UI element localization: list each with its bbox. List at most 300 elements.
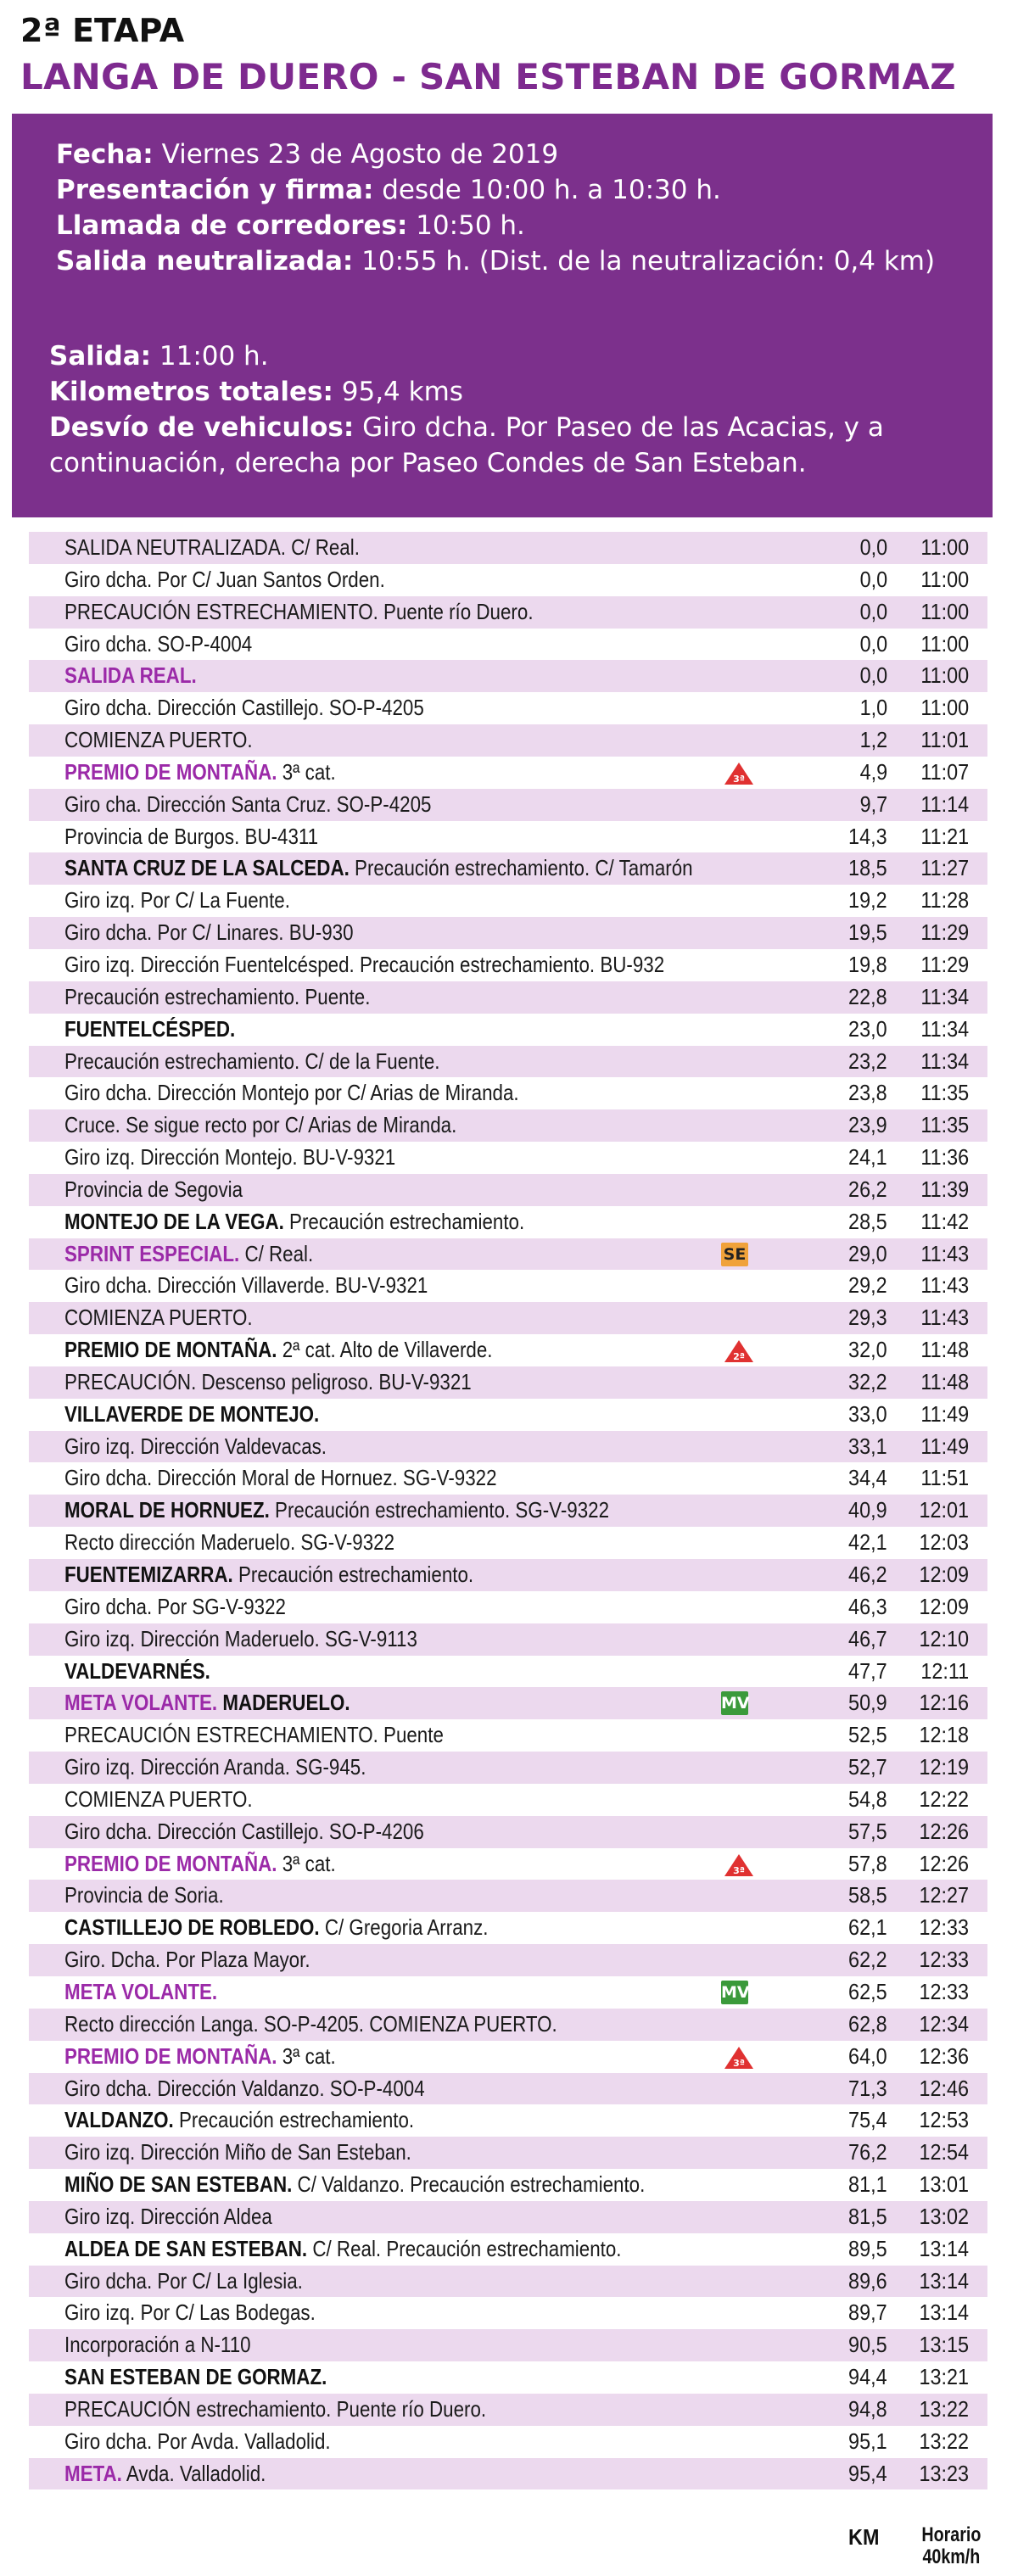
route-time: 12:11 (920, 1657, 969, 1684)
route-km: 76,2 (848, 2139, 887, 2165)
route-description (64, 1559, 473, 1591)
route-text: Provincia de Burgos. BU-4311 (64, 823, 319, 849)
mountain-category-icon (723, 2045, 752, 2069)
route-time: 13:14 (919, 2235, 969, 2261)
route-km: 29,2 (848, 1272, 887, 1299)
route-text: Precaución estrechamiento. C/ Tamarón (349, 855, 693, 881)
route-km: 95,4 (848, 2460, 887, 2486)
route-time: 12:10 (919, 1625, 969, 1651)
route-row (29, 660, 987, 692)
table-footer (29, 2517, 987, 2573)
route-row (29, 1880, 987, 1912)
route-row (29, 1912, 987, 1944)
route-time: 12:54 (919, 2139, 969, 2165)
route-time: 11:48 (920, 1337, 969, 1363)
route-description (64, 757, 336, 789)
route-km: 46,3 (848, 1593, 887, 1619)
route-time: 12:09 (919, 1593, 969, 1619)
route-text: Precaución estrechamiento. Puente. (64, 983, 371, 1009)
route-highlight: ALDEA DE SAN ESTEBAN. (64, 2235, 308, 2261)
route-time: 12:09 (919, 1562, 969, 1587)
route-description (64, 1880, 224, 1912)
route-description (64, 660, 197, 692)
route-km: 9,7 (859, 791, 887, 817)
route-time: 12:26 (919, 1850, 969, 1876)
route-time: 13:02 (919, 2203, 969, 2229)
stage-number: 2ª ETAPA (20, 12, 185, 49)
route-row (29, 2361, 987, 2394)
route-row (29, 2233, 987, 2266)
route-text: 3ª cat. (277, 2042, 336, 2069)
route-text: PRECAUCIÓN ESTRECHAMIENTO. Puente río Duero. (64, 598, 534, 624)
route-km: 90,5 (848, 2332, 887, 2358)
route-km: 4,9 (859, 758, 887, 785)
route-description (64, 1752, 366, 1784)
route-text: Giro izq. Por C/ Las Bodegas. (64, 2299, 316, 2326)
route-description (64, 2458, 266, 2490)
route-row (29, 629, 987, 661)
route-description (64, 1431, 327, 1463)
route-row (29, 821, 987, 853)
route-description (64, 1238, 313, 1271)
route-time: 11:07 (920, 758, 969, 785)
route-description (64, 532, 360, 564)
route-km: 0,0 (859, 598, 887, 624)
route-highlight: FUENTELCÉSPED. (64, 1015, 236, 1042)
route-km: 28,5 (848, 1208, 887, 1234)
route-time: 11:39 (920, 1176, 969, 1202)
route-time: 11:14 (920, 791, 969, 817)
route-description (64, 2169, 645, 2201)
route-description (64, 852, 693, 885)
route-time: 11:36 (920, 1144, 969, 1171)
route-time: 11:00 (920, 662, 969, 689)
route-description (64, 1784, 253, 1816)
route-time: 12:36 (919, 2042, 969, 2069)
route-text: Giro izq. Dirección Aldea (64, 2203, 272, 2229)
route-time: 11:48 (920, 1368, 969, 1394)
route-time: 11:27 (920, 855, 969, 881)
route-km: 46,2 (848, 1562, 887, 1587)
mountain-category-icon (723, 1338, 752, 1362)
route-row (29, 2266, 987, 2298)
route-time: 11:29 (920, 951, 969, 977)
route-text: 3ª cat. (277, 1850, 336, 1876)
route-highlight: META VOLANTE. (64, 1978, 218, 2004)
route-row (29, 1816, 987, 1848)
route-text: Precaución estrechamiento. C/ de la Fuente. (64, 1048, 440, 1074)
route-km: 23,0 (848, 1015, 887, 1042)
route-text: PRECAUCIÓN estrechamiento. Puente río Duero. (64, 2395, 487, 2422)
route-time: 11:51 (920, 1465, 969, 1491)
route-text: Giro cha. Dirección Santa Cruz. SO-P-4205 (64, 791, 432, 817)
route-description (64, 1719, 444, 1752)
route-description (64, 1014, 235, 1046)
route-row (29, 757, 987, 789)
route-row (29, 1687, 987, 1719)
route-row (29, 596, 987, 629)
route-km: 26,2 (848, 1176, 887, 1202)
route-km: 89,6 (848, 2267, 887, 2294)
route-row (29, 917, 987, 949)
route-text: Precaución estrechamiento. SG-V-9322 (269, 1497, 610, 1523)
route-time: 11:34 (920, 1015, 969, 1042)
mountain-category-label: 3ª (733, 1864, 745, 1876)
route-description (64, 981, 370, 1014)
route-row (29, 1014, 987, 1046)
route-highlight: META. (64, 2460, 122, 2486)
route-time: 13:14 (919, 2267, 969, 2294)
route-description (64, 724, 253, 757)
route-text: Giro dcha. Dirección Villaverde. BU-V-9321 (64, 1272, 428, 1299)
route-row (29, 1623, 987, 1656)
route-description (64, 629, 252, 661)
route-text: COMIENZA PUERTO. (64, 727, 253, 753)
route-time: 12:46 (919, 2075, 969, 2101)
route-description (64, 1270, 428, 1302)
route-time: 11:34 (920, 1048, 969, 1074)
route-time: 11:35 (920, 1080, 969, 1106)
route-highlight: MORAL DE HORNUEZ. (64, 1497, 270, 1523)
route-row (29, 2137, 987, 2169)
route-description (64, 821, 318, 853)
route-time: 12:27 (919, 1882, 969, 1908)
route-row (29, 1462, 987, 1495)
route-time: 12:34 (919, 2010, 969, 2037)
route-description (64, 1976, 217, 2009)
km-column-label: KM (847, 2524, 879, 2550)
route-km: 42,1 (848, 1529, 887, 1556)
route-km: 46,7 (848, 1625, 887, 1651)
route-description (64, 2041, 336, 2073)
route-km: 58,5 (848, 1882, 887, 1908)
route-time: 11:43 (920, 1305, 969, 1331)
route-description (64, 692, 424, 724)
route-row (29, 2297, 987, 2329)
route-description (64, 1816, 424, 1848)
route-row (29, 1334, 987, 1366)
route-description (64, 1944, 310, 1976)
route-row (29, 1431, 987, 1463)
route-highlight: SAN ESTEBAN DE GORMAZ. (64, 2364, 327, 2390)
route-time: 12:26 (919, 1818, 969, 1844)
route-time: 12:03 (919, 1529, 969, 1556)
route-description (64, 1077, 519, 1109)
route-km: 71,3 (848, 2075, 887, 2101)
route-description (64, 2329, 251, 2361)
route-description (64, 1046, 439, 1078)
route-text: Giro. Dcha. Por Plaza Mayor. (64, 1947, 310, 1973)
route-text: Giro dcha. Por Avda. Valladolid. (64, 2428, 331, 2454)
route-description (64, 2394, 486, 2426)
route-text: Cruce. Se sigue recto por C/ Arias de Miranda. (64, 1112, 457, 1138)
route-km: 23,8 (848, 1080, 887, 1106)
route-km: 23,2 (848, 1048, 887, 1074)
route-km: 54,8 (848, 1785, 887, 1812)
route-text: Giro izq. Dirección Montejo. BU-V-9321 (64, 1144, 396, 1171)
route-time: 12:33 (919, 1914, 969, 1941)
info-fecha: Fecha: Viernes 23 de Agosto de 2019 (56, 139, 559, 170)
route-text: C/ Gregoria Arranz. (319, 1914, 489, 1941)
route-time: 11:00 (920, 630, 969, 657)
info-desvio-cont: continuación, derecha por Paseo Condes de San Esteban. (49, 448, 807, 478)
route-description (64, 2009, 557, 2041)
route-description (64, 917, 354, 949)
route-km: 62,2 (848, 1947, 887, 1973)
route-km: 89,5 (848, 2235, 887, 2261)
route-text: SALIDA NEUTRALIZADA. C/ Real. (64, 534, 360, 560)
route-description (64, 2361, 327, 2394)
route-description (64, 2266, 303, 2298)
meta-volante-badge-icon: MV (721, 1981, 748, 2004)
route-time: 13:01 (919, 2171, 969, 2198)
route-time: 12:16 (919, 1690, 969, 1716)
route-time: 11:49 (920, 1433, 969, 1459)
stage-info-box (12, 114, 993, 517)
route-km: 75,4 (848, 2107, 887, 2133)
route-text: Precaución estrechamiento. (232, 1562, 474, 1587)
route-row (29, 564, 987, 596)
route-description (64, 564, 385, 596)
route-km: 57,8 (848, 1850, 887, 1876)
route-km: 62,1 (848, 1914, 887, 1941)
route-row (29, 1752, 987, 1784)
route-row (29, 692, 987, 724)
route-text: PRECAUCIÓN. Descenso peligroso. BU-V-9321 (64, 1368, 472, 1394)
route-km: 19,5 (848, 919, 887, 946)
route-time: 11:49 (920, 1400, 969, 1427)
route-time: 12:18 (919, 1722, 969, 1748)
route-row (29, 885, 987, 917)
info-presentacion: Presentación y firma: desde 10:00 h. a 10:30 h. (56, 175, 721, 205)
route-km: 47,7 (848, 1657, 887, 1684)
route-text: Giro izq. Dirección Fuentelcésped. Precaución estrechamiento. BU-932 (64, 951, 665, 977)
route-time: 13:15 (919, 2332, 969, 2358)
route-row (29, 1142, 987, 1174)
route-text: Provincia de Segovia (64, 1176, 243, 1202)
route-highlight: PREMIO DE MONTAÑA. (64, 1337, 277, 1363)
route-row (29, 532, 987, 564)
mountain-category-icon (723, 761, 752, 785)
route-description (64, 2297, 316, 2329)
route-km: 50,9 (848, 1690, 887, 1716)
route-text: Giro izq. Dirección Valdevacas. (64, 1433, 327, 1459)
info-km-totales: Kilometros totales: 95,4 kms (49, 377, 463, 407)
route-km: 81,1 (848, 2171, 887, 2198)
route-description (64, 2104, 414, 2137)
route-row (29, 1591, 987, 1623)
route-description (64, 1366, 472, 1399)
route-km: 94,4 (848, 2364, 887, 2390)
route-time: 12:01 (919, 1497, 969, 1523)
route-description (64, 1591, 286, 1623)
route-km: 94,8 (848, 2395, 887, 2422)
route-time: 11:34 (920, 983, 969, 1009)
route-text: Giro izq. Por C/ La Fuente. (64, 887, 290, 914)
route-highlight: META VOLANTE. (64, 1690, 218, 1716)
route-text: 3ª cat. (277, 758, 336, 785)
route-description (64, 1462, 497, 1495)
route-row (29, 1206, 987, 1238)
route-highlight: SPRINT ESPECIAL. (64, 1240, 240, 1266)
route-description (64, 596, 534, 629)
route-row (29, 1366, 987, 1399)
route-time: 11:00 (920, 566, 969, 592)
route-row (29, 724, 987, 757)
route-km: 95,1 (848, 2428, 887, 2454)
route-highlight: FUENTEMIZARRA. (64, 1562, 233, 1587)
route-description (64, 1623, 417, 1656)
info-llamada: Llamada de corredores: 10:50 h. (56, 210, 525, 241)
route-row (29, 852, 987, 885)
route-km: 62,8 (848, 2010, 887, 2037)
route-km: 81,5 (848, 2203, 887, 2229)
route-text: Giro izq. Dirección Aranda. SG-945. (64, 1754, 366, 1780)
route-text: Avda. Valladolid. (121, 2460, 266, 2486)
route-row (29, 1077, 987, 1109)
mountain-category-label: 3ª (733, 2057, 745, 2069)
route-description (64, 885, 290, 917)
route-row (29, 2169, 987, 2201)
route-time: 11:00 (920, 598, 969, 624)
route-highlight: PREMIO DE MONTAÑA. (64, 1850, 277, 1876)
route-time: 11:00 (920, 695, 969, 721)
route-text: Precaución estrechamiento. (283, 1208, 525, 1234)
route-description (64, 1334, 492, 1366)
route-description (64, 1142, 395, 1174)
route-km: 19,2 (848, 887, 887, 914)
route-description (64, 2233, 622, 2266)
route-row (29, 1238, 987, 1271)
route-text: Giro izq. Dirección Miño de San Esteban. (64, 2139, 411, 2165)
route-row (29, 1976, 987, 2009)
route-highlight: VILLAVERDE DE MONTEJO. (64, 1400, 320, 1427)
info-desvio: Desvío de vehiculos: Giro dcha. Por Paseo de las Acacias, y a (49, 412, 884, 443)
route-description (64, 1656, 210, 1688)
route-km: 62,5 (848, 1978, 887, 2004)
route-description (64, 2137, 411, 2169)
route-description (64, 1174, 243, 1206)
route-description (64, 2073, 425, 2105)
route-km: 0,0 (859, 566, 887, 592)
route-description (64, 1495, 609, 1527)
route-time: 13:22 (919, 2395, 969, 2422)
route-km: 29,0 (848, 1240, 887, 1266)
route-description (64, 1399, 319, 1431)
route-time: 12:19 (919, 1754, 969, 1780)
route-km: 22,8 (848, 983, 887, 1009)
route-row (29, 1046, 987, 1078)
route-text: Giro dcha. Por C/ Linares. BU-930 (64, 919, 354, 946)
mountain-category-label: 2ª (733, 1351, 745, 1363)
route-text: Provincia de Soria. (64, 1882, 224, 1908)
route-text: Giro dcha. Dirección Moral de Hornuez. SG-V-9322 (64, 1465, 497, 1491)
route-row (29, 1399, 987, 1431)
route-row (29, 1495, 987, 1527)
route-time: 11:00 (920, 534, 969, 560)
route-km: 19,8 (848, 951, 887, 977)
route-text: Incorporación a N-110 (64, 2332, 251, 2358)
route-row (29, 1944, 987, 1976)
info-salida: Salida: 11:00 h. (49, 341, 269, 372)
route-text: C/ Real. Precaución estrechamiento. (307, 2235, 622, 2261)
route-km: 1,2 (859, 727, 887, 753)
route-description (64, 1206, 524, 1238)
route-text: Giro dcha. Por C/ La Iglesia. (64, 2267, 303, 2294)
route-text: Recto dirección Maderuelo. SG-V-9322 (64, 1529, 395, 1556)
route-km: 14,3 (848, 823, 887, 849)
route-text: Giro dcha. SO-P-4004 (64, 630, 253, 657)
route-row (29, 2394, 987, 2426)
route-km: 33,0 (848, 1400, 887, 1427)
route-time: 12:33 (919, 1947, 969, 1973)
route-description (64, 949, 664, 981)
route-time: 13:22 (919, 2428, 969, 2454)
route-row (29, 2329, 987, 2361)
route-time: 11:43 (920, 1272, 969, 1299)
route-row (29, 2073, 987, 2105)
route-time: 11:42 (920, 1208, 969, 1234)
route-text: Giro dcha. Dirección Valdanzo. SO-P-4004 (64, 2075, 425, 2101)
route-km: 24,1 (848, 1144, 887, 1171)
route-row (29, 1174, 987, 1206)
route-description (64, 789, 431, 821)
route-highlight: CASTILLEJO DE ROBLEDO. (64, 1914, 320, 1941)
mountain-category-label: 3ª (733, 773, 745, 785)
route-time: 12:53 (919, 2107, 969, 2133)
route-time: 11:28 (920, 887, 969, 914)
route-km: 0,0 (859, 534, 887, 560)
route-time: 11:21 (920, 823, 969, 849)
route-km: 33,1 (848, 1433, 887, 1459)
route-time: 11:43 (920, 1240, 969, 1266)
route-row (29, 2009, 987, 2041)
route-row (29, 1302, 987, 1334)
route-time: 13:23 (919, 2460, 969, 2486)
route-text: Giro dcha. Dirección Castillejo. SO-P-4206 (64, 1818, 424, 1844)
route-text: Precaución estrechamiento. (173, 2107, 415, 2133)
route-row (29, 949, 987, 981)
meta-volante-badge-icon: MV (721, 1691, 748, 1715)
route-km: 64,0 (848, 2042, 887, 2069)
route-km: 52,5 (848, 1722, 887, 1748)
route-description (64, 1848, 336, 1880)
route-km: 29,3 (848, 1305, 887, 1331)
route-km: 57,5 (848, 1818, 887, 1844)
route-row (29, 2426, 987, 2458)
route-highlight: PREMIO DE MONTAÑA. (64, 758, 277, 785)
route-km: 0,0 (859, 662, 887, 689)
route-description (64, 1109, 456, 1142)
route-km: 89,7 (848, 2299, 887, 2326)
route-km: 40,9 (848, 1497, 887, 1523)
route-time: 13:21 (919, 2364, 969, 2390)
mountain-category-icon (723, 1852, 752, 1876)
route-row (29, 1656, 987, 1688)
route-row (29, 981, 987, 1014)
route-text: Giro izq. Dirección Maderuelo. SG-V-9113 (64, 1625, 417, 1651)
route-description (64, 1912, 488, 1944)
route-description (64, 2201, 272, 2233)
info-salida-neutralizada: Salida neutralizada: 10:55 h. (Dist. de la neutralización: 0,4 km) (56, 246, 936, 277)
route-highlight-2: MADERUELO. (217, 1690, 350, 1716)
route-km: 18,5 (848, 855, 887, 881)
route-row (29, 789, 987, 821)
route-time: 11:01 (920, 727, 969, 753)
route-description (64, 1687, 350, 1719)
route-text: Giro dcha. Dirección Castillejo. SO-P-4205 (64, 695, 424, 721)
route-text: Recto dirección Langa. SO-P-4205. COMIENZA PUERTO. (64, 2010, 557, 2037)
